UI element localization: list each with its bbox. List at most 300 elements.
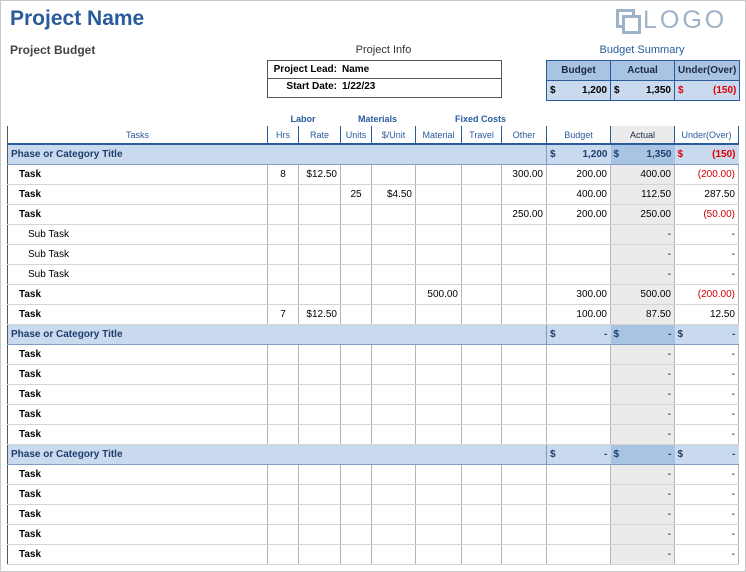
travel-cell[interactable] bbox=[462, 305, 502, 325]
under-over-cell: - bbox=[675, 345, 739, 365]
currency-value bbox=[614, 449, 672, 460]
budget-cell[interactable] bbox=[547, 525, 611, 545]
under-over-cell: (50.00) bbox=[675, 205, 739, 225]
task-row bbox=[8, 365, 739, 385]
currency-value bbox=[678, 329, 736, 340]
under-over-cell: - bbox=[675, 425, 739, 445]
under-over-cell: (200.00) bbox=[675, 165, 739, 185]
hrs-cell[interactable]: 8 bbox=[268, 165, 299, 185]
other-cell[interactable] bbox=[502, 265, 547, 285]
task-name[interactable]: Task bbox=[8, 505, 268, 525]
column-header-budget: Budget bbox=[547, 126, 611, 144]
task-name[interactable]: Task bbox=[8, 365, 268, 385]
column-header-actual: Actual bbox=[611, 126, 675, 144]
actual-cell: - bbox=[611, 465, 675, 485]
summary-under-over-cell[interactable] bbox=[675, 81, 740, 101]
amount: - bbox=[668, 449, 672, 460]
material-cell[interactable] bbox=[416, 265, 462, 285]
start-date-row[interactable] bbox=[268, 79, 501, 95]
amount: - bbox=[732, 329, 736, 340]
currency-symbol: $ bbox=[613, 449, 620, 460]
project-lead-row[interactable] bbox=[268, 62, 501, 79]
task-row bbox=[8, 425, 739, 445]
budget-summary-table bbox=[546, 60, 740, 101]
budget-cell[interactable]: 400.00 bbox=[547, 185, 611, 205]
currency-symbol: $ bbox=[550, 329, 556, 340]
material-cell[interactable] bbox=[416, 525, 462, 545]
column-header-rate: Rate bbox=[299, 126, 341, 144]
rate-cell[interactable] bbox=[299, 205, 341, 225]
under-over-cell: - bbox=[675, 225, 739, 245]
material-cell[interactable] bbox=[416, 425, 462, 445]
amount: (150) bbox=[712, 149, 736, 160]
travel-cell[interactable] bbox=[462, 525, 502, 545]
phase-actual-cell[interactable] bbox=[611, 144, 675, 165]
currency-symbol: $ bbox=[678, 85, 684, 96]
hrs-cell[interactable] bbox=[268, 345, 299, 365]
travel-cell[interactable] bbox=[462, 505, 502, 525]
other-cell[interactable] bbox=[502, 405, 547, 425]
unit-cost-cell[interactable]: $4.50 bbox=[372, 185, 416, 205]
task-row bbox=[8, 485, 739, 505]
other-cell[interactable] bbox=[502, 225, 547, 245]
column-header-unit-cost: $/Unit bbox=[372, 126, 416, 144]
summary-header-under-over: Under(Over) bbox=[675, 61, 740, 81]
under-over-cell: - bbox=[675, 265, 739, 285]
material-cell[interactable] bbox=[416, 185, 462, 205]
travel-cell[interactable] bbox=[462, 165, 502, 185]
phase-actual-cell[interactable] bbox=[611, 445, 675, 465]
task-name[interactable]: Task bbox=[8, 205, 268, 225]
rate-cell[interactable] bbox=[299, 425, 341, 445]
group-header-labor: Labor bbox=[290, 114, 316, 124]
travel-cell[interactable] bbox=[462, 405, 502, 425]
under-over-cell: - bbox=[675, 245, 739, 265]
summary-header-actual: Actual bbox=[611, 61, 675, 81]
actual-cell: - bbox=[611, 485, 675, 505]
units-cell[interactable] bbox=[341, 265, 372, 285]
units-cell[interactable] bbox=[341, 385, 372, 405]
task-row bbox=[8, 505, 739, 525]
group-header-materials: Materials bbox=[357, 114, 398, 124]
travel-cell[interactable] bbox=[462, 425, 502, 445]
summary-actual-value: 1,350 bbox=[645, 85, 671, 96]
actual-cell: - bbox=[611, 385, 675, 405]
subtask-row bbox=[8, 245, 739, 265]
unit-cost-cell[interactable] bbox=[372, 205, 416, 225]
currency-symbol: $ bbox=[613, 329, 620, 340]
project-info-box bbox=[267, 60, 502, 98]
other-cell[interactable] bbox=[502, 305, 547, 325]
currency-symbol: $ bbox=[550, 149, 556, 160]
units-cell[interactable] bbox=[341, 165, 372, 185]
material-cell[interactable] bbox=[416, 345, 462, 365]
hrs-cell[interactable] bbox=[268, 205, 299, 225]
amount: 1,350 bbox=[646, 149, 672, 160]
budget-cell[interactable]: 200.00 bbox=[547, 205, 611, 225]
task-name[interactable]: Task bbox=[8, 485, 268, 505]
column-header-travel: Travel bbox=[462, 126, 502, 144]
currency-symbol: $ bbox=[677, 149, 684, 160]
rate-cell[interactable] bbox=[299, 345, 341, 365]
other-cell[interactable] bbox=[502, 545, 547, 565]
budget-cell[interactable] bbox=[547, 465, 611, 485]
material-cell[interactable] bbox=[416, 485, 462, 505]
unit-cost-cell[interactable] bbox=[372, 425, 416, 445]
material-cell[interactable] bbox=[416, 245, 462, 265]
budget-cell[interactable]: 300.00 bbox=[547, 285, 611, 305]
currency-symbol: $ bbox=[677, 449, 684, 460]
actual-cell: - bbox=[611, 365, 675, 385]
task-row bbox=[8, 285, 739, 305]
under-over-cell: - bbox=[675, 485, 739, 505]
task-row bbox=[8, 345, 739, 365]
material-cell[interactable] bbox=[416, 225, 462, 245]
currency-symbol: $ bbox=[614, 85, 620, 96]
unit-cost-cell[interactable] bbox=[372, 225, 416, 245]
task-row bbox=[8, 205, 739, 225]
start-date-value[interactable]: 1/22/23 bbox=[342, 81, 376, 92]
task-name[interactable]: Task bbox=[8, 185, 268, 205]
hrs-cell[interactable] bbox=[268, 465, 299, 485]
under-over-cell: - bbox=[675, 405, 739, 425]
start-date-label: Start Date: bbox=[286, 81, 337, 92]
logo bbox=[616, 6, 727, 34]
hrs-cell[interactable] bbox=[268, 245, 299, 265]
page-subtitle[interactable]: Project Budget bbox=[10, 43, 96, 57]
budget-cell[interactable] bbox=[547, 365, 611, 385]
phase-budget-cell[interactable] bbox=[547, 325, 611, 345]
subtask-name[interactable]: Sub Task bbox=[8, 225, 268, 245]
units-cell[interactable]: 25 bbox=[341, 185, 372, 205]
phase-title[interactable]: Phase or Category Title bbox=[8, 325, 547, 345]
hrs-cell[interactable] bbox=[268, 545, 299, 565]
currency-value bbox=[678, 449, 736, 460]
rate-cell[interactable]: $12.50 bbox=[299, 165, 341, 185]
logo-icon bbox=[616, 9, 638, 31]
unit-cost-cell[interactable] bbox=[372, 545, 416, 565]
actual-cell: - bbox=[611, 345, 675, 365]
task-row bbox=[8, 525, 739, 545]
hrs-cell[interactable] bbox=[268, 385, 299, 405]
rate-cell[interactable] bbox=[299, 505, 341, 525]
actual-cell: - bbox=[611, 225, 675, 245]
task-row bbox=[8, 185, 739, 205]
other-cell[interactable] bbox=[502, 345, 547, 365]
rate-cell[interactable] bbox=[299, 225, 341, 245]
rate-cell[interactable] bbox=[299, 245, 341, 265]
rate-cell[interactable] bbox=[299, 525, 341, 545]
travel-cell[interactable] bbox=[462, 285, 502, 305]
units-cell[interactable] bbox=[341, 465, 372, 485]
task-name[interactable]: Task bbox=[8, 405, 268, 425]
units-cell[interactable] bbox=[341, 425, 372, 445]
group-header-fixed-costs: Fixed Costs bbox=[454, 114, 506, 124]
task-name[interactable]: Task bbox=[8, 545, 268, 565]
unit-cost-cell[interactable] bbox=[372, 505, 416, 525]
phase-title[interactable]: Phase or Category Title bbox=[8, 445, 547, 465]
rate-cell[interactable] bbox=[299, 365, 341, 385]
task-row bbox=[8, 385, 739, 405]
actual-cell: - bbox=[611, 265, 675, 285]
units-cell[interactable] bbox=[341, 545, 372, 565]
hrs-cell[interactable] bbox=[268, 505, 299, 525]
travel-cell[interactable] bbox=[462, 205, 502, 225]
column-header-hrs: Hrs bbox=[268, 126, 299, 144]
material-cell[interactable] bbox=[416, 165, 462, 185]
project-lead-value[interactable]: Name bbox=[342, 64, 370, 75]
budget-cell[interactable] bbox=[547, 225, 611, 245]
budget-cell[interactable] bbox=[547, 385, 611, 405]
other-cell[interactable] bbox=[502, 485, 547, 505]
column-header-units: Units bbox=[341, 126, 372, 144]
budget-cell[interactable] bbox=[547, 265, 611, 285]
other-cell[interactable] bbox=[502, 285, 547, 305]
summary-budget-cell[interactable] bbox=[547, 81, 611, 101]
phase-under-over-cell[interactable] bbox=[675, 144, 739, 165]
phase-budget-cell[interactable] bbox=[547, 445, 611, 465]
actual-cell: 87.50 bbox=[611, 305, 675, 325]
amount: - bbox=[604, 329, 608, 340]
travel-cell[interactable] bbox=[462, 465, 502, 485]
actual-cell: 400.00 bbox=[611, 165, 675, 185]
travel-cell[interactable] bbox=[462, 545, 502, 565]
currency-symbol: $ bbox=[613, 149, 620, 160]
summary-header-budget: Budget bbox=[547, 61, 611, 81]
unit-cost-cell[interactable] bbox=[372, 485, 416, 505]
currency-value bbox=[614, 149, 672, 160]
phase-actual-cell[interactable] bbox=[611, 325, 675, 345]
rate-cell[interactable] bbox=[299, 185, 341, 205]
task-row bbox=[8, 405, 739, 425]
other-cell[interactable] bbox=[502, 185, 547, 205]
unit-cost-cell[interactable] bbox=[372, 305, 416, 325]
material-cell[interactable] bbox=[416, 305, 462, 325]
phase-under-over-cell[interactable] bbox=[675, 325, 739, 345]
budget-cell[interactable]: 100.00 bbox=[547, 305, 611, 325]
unit-cost-cell[interactable] bbox=[372, 345, 416, 365]
hrs-cell[interactable] bbox=[268, 405, 299, 425]
unit-cost-cell[interactable] bbox=[372, 525, 416, 545]
hrs-cell[interactable] bbox=[268, 225, 299, 245]
rate-cell[interactable]: $12.50 bbox=[299, 305, 341, 325]
other-cell[interactable] bbox=[502, 465, 547, 485]
material-cell[interactable] bbox=[416, 405, 462, 425]
units-cell[interactable] bbox=[341, 245, 372, 265]
rate-cell[interactable] bbox=[299, 265, 341, 285]
other-cell[interactable] bbox=[502, 385, 547, 405]
logo-text: LOGO bbox=[643, 5, 728, 34]
unit-cost-cell[interactable] bbox=[372, 245, 416, 265]
summary-budget-value: 1,200 bbox=[581, 85, 607, 96]
under-over-cell: - bbox=[675, 525, 739, 545]
travel-cell[interactable] bbox=[462, 485, 502, 505]
task-row bbox=[8, 165, 739, 185]
budget-summary-caption: Budget Summary bbox=[599, 44, 685, 56]
unit-cost-cell[interactable] bbox=[372, 405, 416, 425]
phase-row bbox=[8, 325, 739, 345]
budget-cell[interactable] bbox=[547, 425, 611, 445]
phase-budget-cell[interactable] bbox=[547, 144, 611, 165]
hrs-cell[interactable]: 7 bbox=[268, 305, 299, 325]
budget-cell[interactable] bbox=[547, 405, 611, 425]
budget-cell[interactable] bbox=[547, 345, 611, 365]
budget-cell[interactable] bbox=[547, 505, 611, 525]
amount: - bbox=[732, 449, 736, 460]
task-row bbox=[8, 305, 739, 325]
material-cell[interactable]: 500.00 bbox=[416, 285, 462, 305]
phase-row bbox=[8, 144, 739, 165]
travel-cell[interactable] bbox=[462, 185, 502, 205]
travel-cell[interactable] bbox=[462, 245, 502, 265]
hrs-cell[interactable] bbox=[268, 485, 299, 505]
units-cell[interactable] bbox=[341, 365, 372, 385]
task-name[interactable]: Task bbox=[8, 425, 268, 445]
actual-cell: - bbox=[611, 425, 675, 445]
hrs-cell[interactable] bbox=[268, 265, 299, 285]
actual-cell: - bbox=[611, 525, 675, 545]
travel-cell[interactable] bbox=[462, 225, 502, 245]
rate-cell[interactable] bbox=[299, 545, 341, 565]
actual-cell: 500.00 bbox=[611, 285, 675, 305]
amount: - bbox=[668, 329, 672, 340]
column-header-row bbox=[8, 126, 739, 144]
summary-actual-cell[interactable] bbox=[611, 81, 675, 101]
column-header-material: Material bbox=[416, 126, 462, 144]
under-over-cell: - bbox=[675, 365, 739, 385]
other-cell[interactable] bbox=[502, 505, 547, 525]
task-name[interactable]: Task bbox=[8, 285, 268, 305]
travel-cell[interactable] bbox=[462, 345, 502, 365]
currency-value bbox=[550, 449, 608, 460]
budget-cell[interactable] bbox=[547, 545, 611, 565]
under-over-cell: - bbox=[675, 505, 739, 525]
rate-cell[interactable] bbox=[299, 405, 341, 425]
rate-cell[interactable] bbox=[299, 465, 341, 485]
unit-cost-cell[interactable] bbox=[372, 285, 416, 305]
budget-table bbox=[7, 126, 739, 565]
travel-cell[interactable] bbox=[462, 385, 502, 405]
task-name[interactable]: Task bbox=[8, 385, 268, 405]
budget-cell[interactable]: 200.00 bbox=[547, 165, 611, 185]
subtask-name[interactable]: Sub Task bbox=[8, 245, 268, 265]
currency-value bbox=[550, 329, 608, 340]
under-over-cell: - bbox=[675, 545, 739, 565]
currency-symbol: $ bbox=[550, 449, 556, 460]
column-header-under-over: Under(Over) bbox=[675, 126, 739, 144]
unit-cost-cell[interactable] bbox=[372, 465, 416, 485]
currency-symbol: $ bbox=[677, 329, 684, 340]
phase-under-over-cell[interactable] bbox=[675, 445, 739, 465]
unit-cost-cell[interactable] bbox=[372, 165, 416, 185]
other-cell[interactable] bbox=[502, 245, 547, 265]
hrs-cell[interactable] bbox=[268, 185, 299, 205]
material-cell[interactable] bbox=[416, 365, 462, 385]
material-cell[interactable] bbox=[416, 545, 462, 565]
currency-value bbox=[550, 149, 608, 160]
task-name[interactable]: Task bbox=[8, 345, 268, 365]
task-name[interactable]: Task bbox=[8, 525, 268, 545]
actual-cell: - bbox=[611, 245, 675, 265]
unit-cost-cell[interactable] bbox=[372, 365, 416, 385]
other-cell[interactable]: 250.00 bbox=[502, 205, 547, 225]
unit-cost-cell[interactable] bbox=[372, 265, 416, 285]
other-cell[interactable] bbox=[502, 425, 547, 445]
actual-cell: - bbox=[611, 545, 675, 565]
hrs-cell[interactable] bbox=[268, 525, 299, 545]
hrs-cell[interactable] bbox=[268, 365, 299, 385]
amount: - bbox=[604, 449, 608, 460]
material-cell[interactable] bbox=[416, 205, 462, 225]
task-name[interactable]: Task bbox=[8, 305, 268, 325]
currency-symbol: $ bbox=[550, 85, 556, 96]
page-title[interactable]: Project Name bbox=[10, 7, 145, 30]
hrs-cell[interactable] bbox=[268, 285, 299, 305]
subtask-row bbox=[8, 265, 739, 285]
summary-under-over-value: (150) bbox=[713, 85, 737, 96]
actual-cell: - bbox=[611, 405, 675, 425]
rate-cell[interactable] bbox=[299, 385, 341, 405]
material-cell[interactable] bbox=[416, 385, 462, 405]
units-cell[interactable] bbox=[341, 345, 372, 365]
other-cell[interactable] bbox=[502, 525, 547, 545]
currency-value bbox=[678, 149, 736, 160]
task-row bbox=[8, 545, 739, 565]
actual-cell: 112.50 bbox=[611, 185, 675, 205]
travel-cell[interactable] bbox=[462, 365, 502, 385]
under-over-cell: 287.50 bbox=[675, 185, 739, 205]
budget-cell[interactable] bbox=[547, 485, 611, 505]
actual-cell: - bbox=[611, 505, 675, 525]
travel-cell[interactable] bbox=[462, 265, 502, 285]
other-cell[interactable]: 300.00 bbox=[502, 165, 547, 185]
currency-value bbox=[614, 329, 672, 340]
units-cell[interactable] bbox=[341, 485, 372, 505]
units-cell[interactable] bbox=[341, 225, 372, 245]
phase-row bbox=[8, 445, 739, 465]
under-over-cell: - bbox=[675, 385, 739, 405]
units-cell[interactable] bbox=[341, 505, 372, 525]
under-over-cell: - bbox=[675, 465, 739, 485]
subtask-name[interactable]: Sub Task bbox=[8, 265, 268, 285]
under-over-cell: (200.00) bbox=[675, 285, 739, 305]
rate-cell[interactable] bbox=[299, 285, 341, 305]
column-header-other: Other bbox=[502, 126, 547, 144]
subtask-row bbox=[8, 225, 739, 245]
phase-title[interactable]: Phase or Category Title bbox=[8, 144, 547, 165]
task-name[interactable]: Task bbox=[8, 165, 268, 185]
units-cell[interactable] bbox=[341, 205, 372, 225]
rate-cell[interactable] bbox=[299, 485, 341, 505]
units-cell[interactable] bbox=[341, 305, 372, 325]
material-cell[interactable] bbox=[416, 465, 462, 485]
hrs-cell[interactable] bbox=[268, 425, 299, 445]
units-cell[interactable] bbox=[341, 525, 372, 545]
other-cell[interactable] bbox=[502, 365, 547, 385]
project-lead-label: Project Lead: bbox=[273, 64, 337, 75]
column-header-tasks: Tasks bbox=[8, 126, 268, 144]
actual-cell: 250.00 bbox=[611, 205, 675, 225]
project-info-caption: Project Info bbox=[355, 44, 412, 56]
unit-cost-cell[interactable] bbox=[372, 385, 416, 405]
units-cell[interactable] bbox=[341, 405, 372, 425]
under-over-cell: 12.50 bbox=[675, 305, 739, 325]
task-row bbox=[8, 465, 739, 485]
budget-cell[interactable] bbox=[547, 245, 611, 265]
units-cell[interactable] bbox=[341, 285, 372, 305]
task-name[interactable]: Task bbox=[8, 465, 268, 485]
material-cell[interactable] bbox=[416, 505, 462, 525]
